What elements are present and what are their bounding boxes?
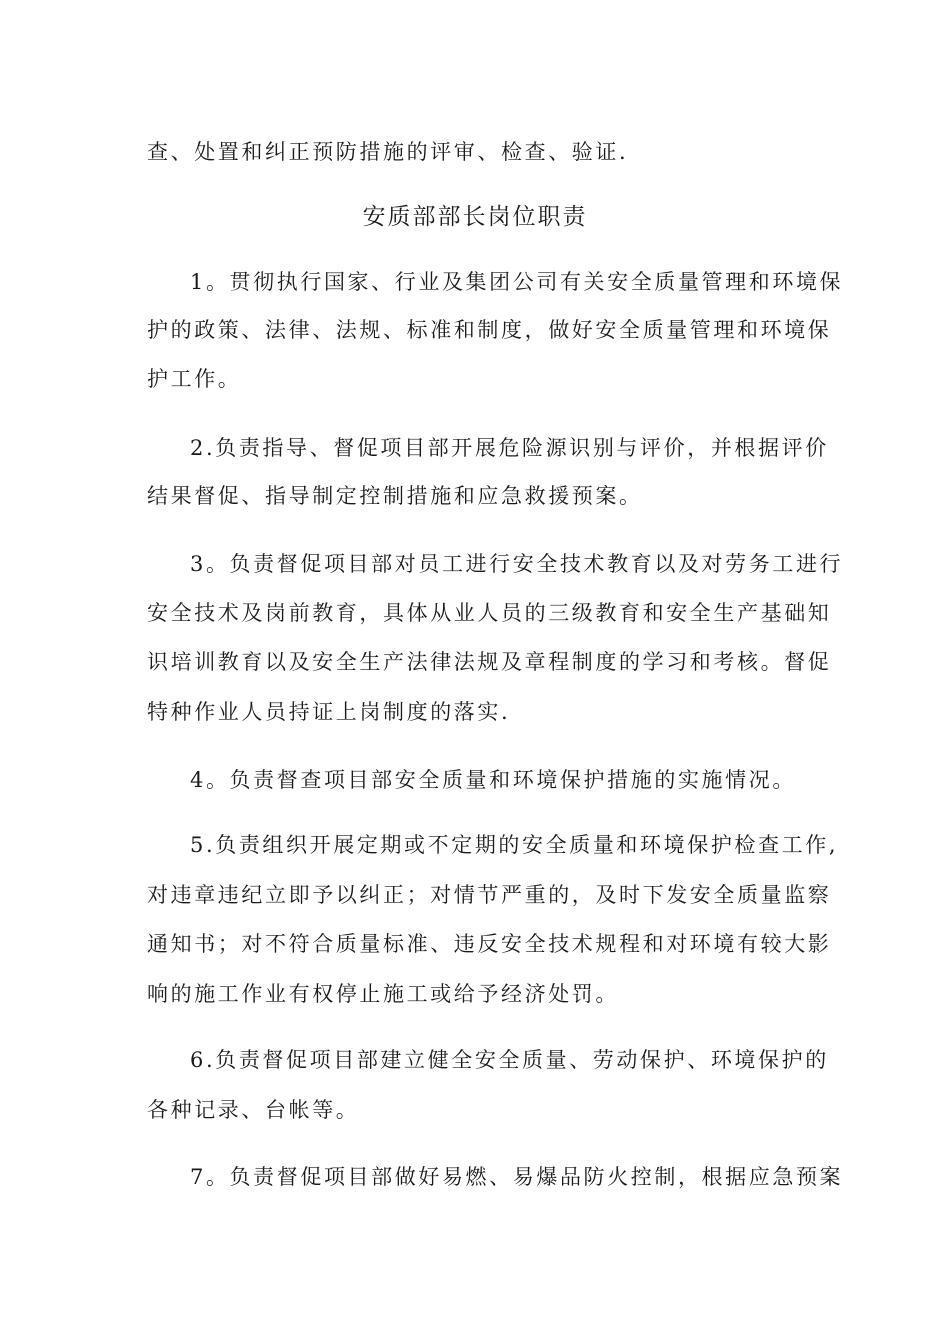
- item-line: 识培训教育以及安全生产法律法规及章程制度的学习和考核。督促: [147, 650, 832, 674]
- item-line: 6.负责督促项目部建立健全安全质量、劳动保护、环境保护的: [190, 1048, 829, 1072]
- continuation-line: 查、处置和纠正预防措施的评审、检查、验证.: [147, 140, 629, 164]
- item-line: 3。负责督促项目部对员工进行安全技术教育以及对劳务工进行: [190, 552, 844, 576]
- item-line: 1。贯彻执行国家、行业及集团公司有关安全质量管理和环境保: [190, 270, 844, 294]
- item-line: 各种记录、台帐等。: [147, 1098, 360, 1122]
- section-title: 安质部部长岗位职责: [362, 204, 588, 230]
- item-line: 响的施工作业有权停止施工或给予经济处罚。: [147, 982, 619, 1006]
- item-line: 2.负责指导、督促项目部开展危险源识别与评价，并根据评价: [190, 436, 829, 460]
- item-line: 4。负责督查项目部安全质量和环境保护措施的实施情况。: [190, 768, 796, 792]
- item-line: 护工作。: [147, 367, 242, 391]
- item-line: 对违章违纪立即予以纠正；对情节严重的，及时下发安全质量监察: [147, 883, 832, 907]
- item-line: 7。负责督促项目部做好易燃、易爆品防火控制，根据应急预案: [190, 1165, 844, 1189]
- item-line: 5.负责组织开展定期或不定期的安全质量和环境保护检查工作,: [190, 833, 839, 857]
- item-line: 特种作业人员持证上岗制度的落实.: [147, 700, 511, 724]
- item-line: 通知书；对不符合质量标准、违反安全技术规程和对环境有较大影: [147, 932, 832, 956]
- item-line: 安全技术及岗前教育，具体从业人员的三级教育和安全生产基础知: [147, 601, 832, 625]
- item-line: 结果督促、指导制定控制措施和应急救援预案。: [147, 484, 643, 508]
- item-line: 护的政策、法律、法规、标准和制度，做好安全质量管理和环境保: [147, 318, 832, 342]
